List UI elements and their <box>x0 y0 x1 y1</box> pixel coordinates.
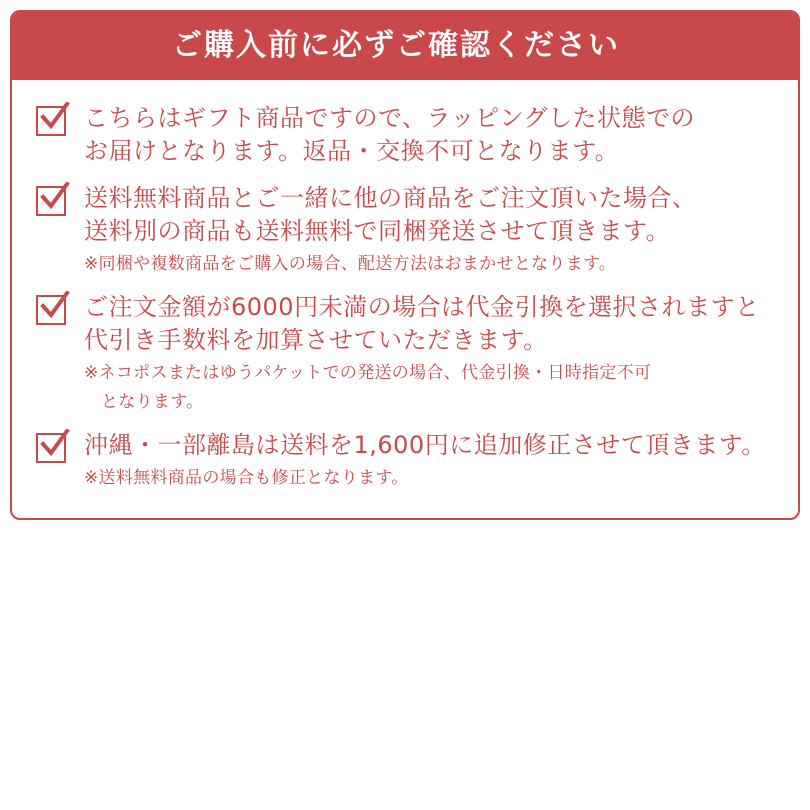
notice-main-line: 沖縄・一部離島は送料を1,600円に追加修正させて頂きます。 <box>84 430 766 459</box>
notice-main-line: 代引き手数料を加算させていただきます。 <box>84 326 548 355</box>
notice-main-line: お届けとなります。返品・交換不可となります。 <box>84 137 620 166</box>
notice-sub-line: ※同梱や複数商品をご購入の場合、配送方法はおまかせとなります。 <box>84 254 617 275</box>
notice-item-texts <box>84 182 774 277</box>
notice-item <box>36 182 774 277</box>
notice-main-line: ご注文金額が6000円未満の場合は代金引換を選択されますと <box>84 293 760 322</box>
check-mark-icon <box>40 291 70 321</box>
checkbox-checked-icon <box>36 295 70 329</box>
checkbox-checked-icon <box>36 106 70 140</box>
notice-header <box>12 12 798 80</box>
notice-sub-line: となります。 <box>101 391 204 412</box>
notice-main-line: こちらはギフト商品ですので、ラッピングした状態での <box>84 104 696 132</box>
notice-body <box>12 80 798 518</box>
checkbox-checked-icon <box>36 433 70 467</box>
notice-main-line: 送料別の商品も送料無料で同梱発送させて頂きます。 <box>84 217 671 246</box>
notice-sub-line: ※ネコポスまたはゆうパケットでの発送の場合、代金引換・日時指定不可 <box>84 363 652 384</box>
notice-item <box>36 429 774 491</box>
check-mark-icon <box>40 102 70 132</box>
notice-item-texts <box>84 102 774 168</box>
notice-header-title: ご購入前に必ずご確認ください <box>172 28 620 63</box>
checkbox-checked-icon <box>36 186 70 220</box>
notice-item <box>36 291 774 415</box>
notice-main-line: 送料無料商品とご一緒に他の商品をご注文頂いた場合、 <box>84 184 697 213</box>
check-mark-icon <box>40 182 70 212</box>
notice-sub-line: ※送料無料商品の場合も修正となります。 <box>84 467 409 488</box>
check-mark-icon <box>40 429 70 459</box>
notice-item-texts <box>84 291 774 415</box>
notice-item <box>36 102 774 168</box>
notice-item-texts <box>84 429 774 491</box>
purchase-notice-card <box>10 10 800 520</box>
